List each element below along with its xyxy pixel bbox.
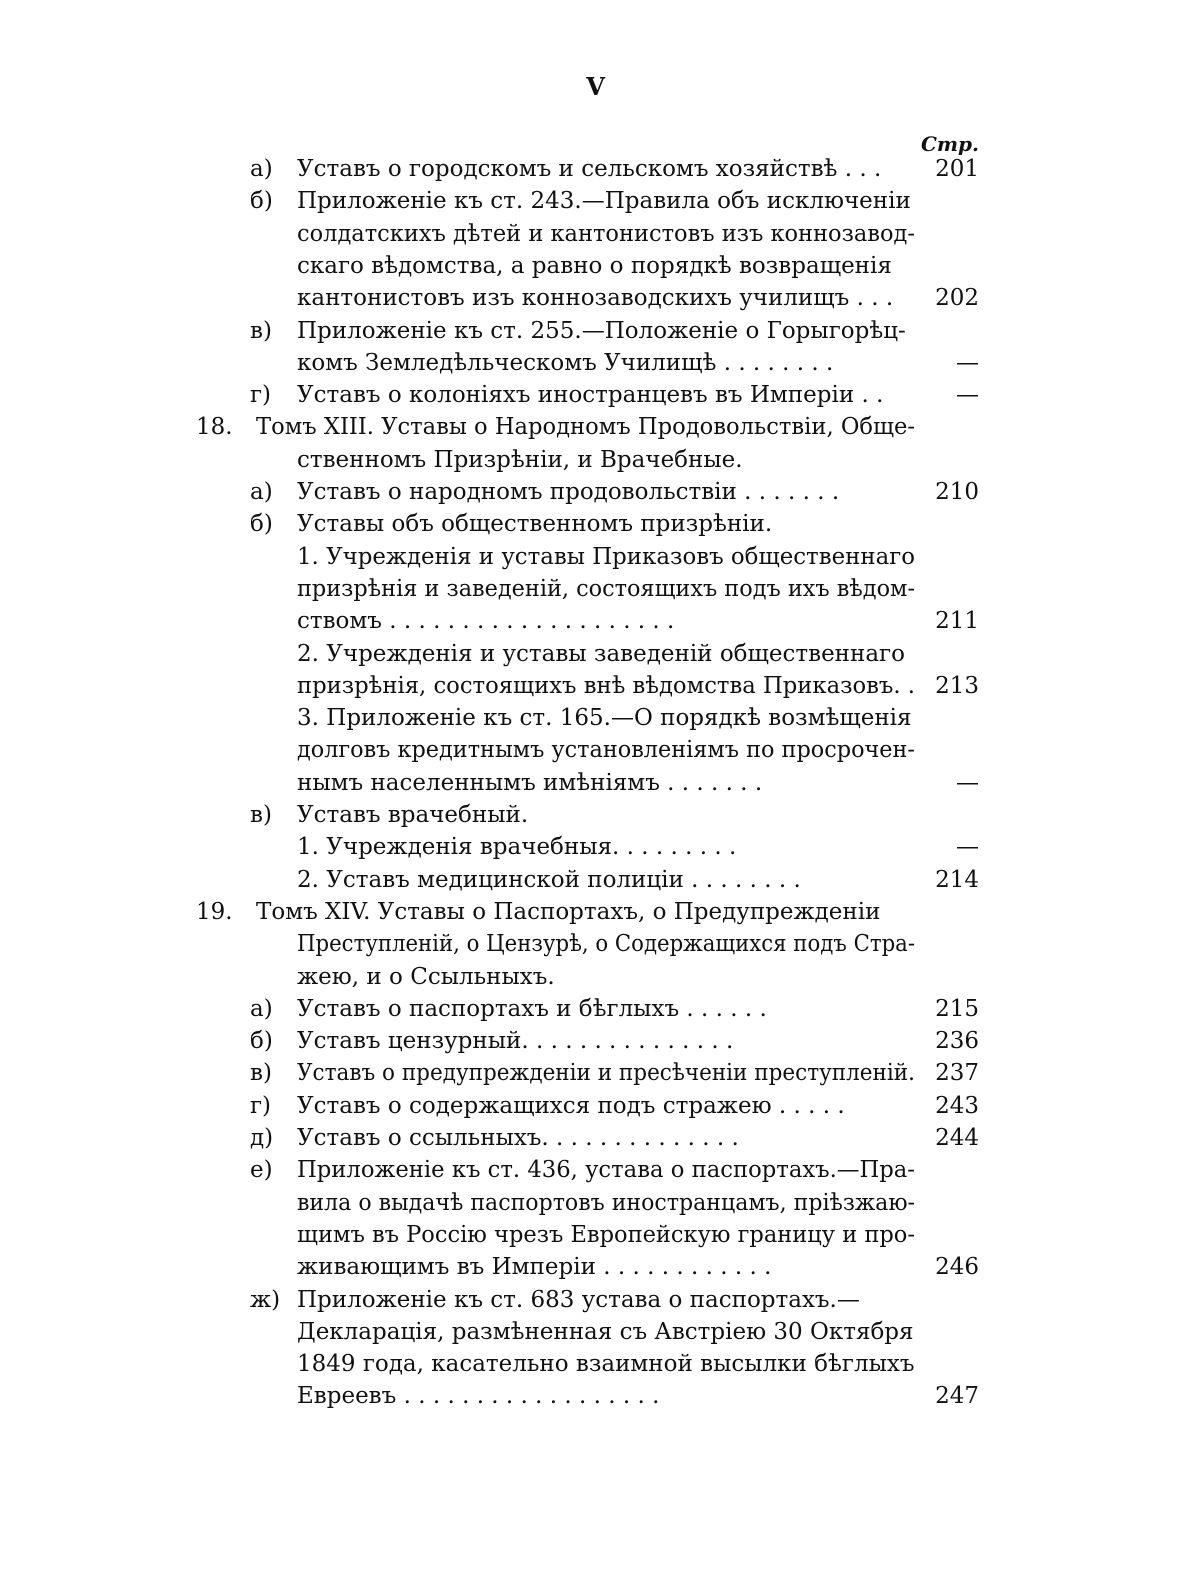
toc-entry-text: нымъ населеннымъ имѣніямъ . . . . . . . (297, 769, 763, 796)
toc-entry-line (0, 799, 1191, 831)
toc-entry-page: 236 (935, 1028, 979, 1055)
toc-entry-text: Уставъ о городскомъ и сельскомъ хозяйствѣ . . . (297, 156, 882, 182)
toc-entry-page: 213 (935, 672, 979, 699)
toc-entry-text: 2. Уставъ медицинской полиціи . . . . . . . . (297, 866, 801, 893)
toc-entry-line (0, 250, 1191, 282)
toc-entry-label: г) (250, 382, 272, 409)
toc-entry-line (0, 1348, 1191, 1380)
toc-entry-line (0, 1284, 1191, 1316)
toc-entry-label: г) (250, 1092, 272, 1119)
toc-entry-text: Приложеніе къ ст. 683 устава о паспортахъ.— (297, 1286, 860, 1313)
toc-entry-line (0, 1187, 1191, 1219)
toc-entry-line (0, 282, 1191, 314)
toc-entry-label: в) (250, 1060, 272, 1087)
toc-entry-text: 1849 года, касательно взаимной высылки бѣглыхъ (297, 1351, 915, 1378)
toc-entry-line (0, 928, 1191, 960)
toc-entry-line (0, 185, 1191, 217)
toc-entry-line (0, 476, 1191, 508)
toc-entry-text: комъ Земледѣльческомъ Училищѣ . . . . . . . . (297, 349, 834, 376)
toc-entry-line (0, 896, 1191, 928)
toc-entry-line (0, 702, 1191, 734)
toc-entry-text: Уставъ о содержащихся подъ стражею . . . . . (297, 1092, 845, 1119)
toc-entry-line (0, 379, 1191, 411)
toc-entry-text: Уставъ цензурный. . . . . . . . . . . . . . . (297, 1028, 734, 1055)
toc-entry-text: Томъ XIV. Уставы о Паспортахъ, о Предупрежденіи (256, 898, 881, 925)
toc-entry-line (0, 1122, 1191, 1154)
toc-entry-line (0, 734, 1191, 766)
toc-entry-text: Приложеніе къ ст. 436, устава о паспортахъ.—Пра- (297, 1157, 915, 1184)
toc-entry-line (0, 864, 1191, 896)
toc-entry-line (0, 670, 1191, 702)
toc-entry-label: б) (250, 511, 273, 538)
toc-entry-text: Уставъ о ссыльныхъ. . . . . . . . . . . . . . (297, 1125, 739, 1151)
toc-entry-text: Уставъ о народномъ продовольствіи . . . . . . . (297, 479, 840, 505)
page-number: V (586, 72, 605, 101)
toc-entry-label: б) (250, 188, 273, 215)
toc-entry-label: а) (250, 479, 273, 505)
page-column-heading: Стр. (920, 132, 979, 156)
toc-entry-text: Приложеніе къ ст. 243.—Правила объ исключеніи (297, 188, 911, 215)
toc-entry-page: 244 (935, 1125, 979, 1151)
toc-entry-text: жею, и о Ссыльныхъ. (297, 963, 555, 990)
toc-entry-text: призрѣнія и заведеній, состоящихъ подъ ихъ вѣдом- (297, 575, 916, 602)
toc-entry-text: Приложеніе къ ст. 255.—Положеніе о Горыгорѣц- (297, 317, 906, 344)
toc-entry-label: а) (250, 995, 273, 1022)
toc-entry-page: 237 (935, 1060, 979, 1087)
toc-entry-page: 211 (935, 608, 979, 635)
toc-entry-line (0, 993, 1191, 1025)
toc-entry-page: — (956, 834, 979, 861)
toc-entry-text: Евреевъ . . . . . . . . . . . . . . . . . . (297, 1383, 660, 1410)
toc-entry-text: живающимъ въ Имперіи . . . . . . . . . . . . (297, 1254, 772, 1281)
toc-entry-line (0, 1025, 1191, 1057)
toc-entry-text: 2. Учрежденія и уставы заведеній общественнаго (297, 640, 905, 667)
toc-entry-text: Преступленій, о Цензурѣ, о Содержащихся подъ Стра- (297, 931, 916, 958)
toc-entry-line (0, 605, 1191, 637)
toc-entry-text: Уставъ о предупрежденіи и пресѣченіи преступленій. (297, 1060, 915, 1087)
toc-entry-text: долговъ кредитнымъ установленіямъ по просрочен- (297, 737, 915, 764)
toc-entry-line (0, 218, 1191, 250)
toc-entry-text: Уставъ врачебный. (297, 802, 529, 828)
toc-entry-label: в) (250, 317, 272, 344)
toc-entry-line (0, 541, 1191, 573)
toc-entry-label: 18. (196, 414, 233, 441)
toc-entry-line (0, 411, 1191, 443)
toc-entry-page: — (956, 382, 979, 409)
toc-entry-line (0, 315, 1191, 347)
toc-entry-line (0, 831, 1191, 863)
toc-entry-line (0, 508, 1191, 540)
toc-entry-page: — (956, 349, 979, 376)
toc-entry-text: Томъ XIII. Уставы о Народномъ Продовольствіи, Обще- (256, 414, 916, 441)
toc-entry-text: Декларація, размѣненная съ Австріею 30 Октября (297, 1318, 914, 1345)
toc-entry-page: 246 (935, 1254, 979, 1281)
toc-entry-line (0, 444, 1191, 476)
toc-entry-text: 3. Приложеніе къ ст. 165.—О порядкѣ возмѣщенія (297, 705, 912, 732)
toc-entry-text: Уставъ о колоніяхъ иностранцевъ въ Имперіи . . (297, 382, 884, 409)
toc-entry-line (0, 1057, 1191, 1089)
toc-entry-line (0, 1316, 1191, 1348)
toc-entry-page: 210 (935, 479, 979, 505)
toc-entry-line (0, 1380, 1191, 1412)
toc-entry-label: ж) (250, 1286, 281, 1313)
toc-entry-line (0, 1090, 1191, 1122)
toc-entry-page: 202 (935, 285, 979, 312)
toc-entry-page: 247 (935, 1383, 979, 1410)
toc-entry-line (0, 961, 1191, 993)
toc-entry-line (0, 1154, 1191, 1186)
toc-entry-label: а) (250, 156, 273, 182)
toc-entry-text: Уставы объ общественномъ призрѣніи. (297, 511, 773, 538)
toc-entry-page: 243 (935, 1092, 979, 1119)
toc-entry-text: солдатскихъ дѣтей и кантонистовъ изъ коннозавод- (297, 220, 915, 247)
toc-entry-text: ственномъ Призрѣніи, и Врачебные. (297, 446, 743, 473)
toc-entry-page: 201 (935, 156, 979, 182)
toc-entry-page: 215 (935, 995, 979, 1022)
toc-entry-text: Уставъ о паспортахъ и бѣглыхъ . . . . . . (297, 995, 767, 1022)
toc-entry-label: д) (250, 1125, 274, 1151)
toc-entry-line (0, 1251, 1191, 1283)
toc-entry-text: 1. Учрежденія и уставы Приказовъ общественнаго (297, 543, 915, 570)
toc-entry-text: кантонистовъ изъ коннозаводскихъ училищъ . . . (297, 285, 894, 312)
toc-entry-label: б) (250, 1028, 273, 1055)
toc-entry-text: щимъ въ Россію чрезъ Европейскую границу и про- (297, 1221, 915, 1248)
toc-entry-page: 214 (935, 866, 979, 893)
toc-entry-text: ствомъ . . . . . . . . . . . . . . . . . . . . (297, 608, 675, 635)
toc-entry-label: в) (250, 802, 272, 828)
toc-entry-text: призрѣнія, состоящихъ внѣ вѣдомства Приказовъ. . (297, 672, 915, 699)
toc-entry-page: — (956, 769, 979, 796)
toc-entry-line (0, 1219, 1191, 1251)
toc-entry-label: е) (250, 1157, 273, 1184)
toc-entry-label: 19. (196, 898, 233, 925)
toc-entry-text: вила о выдачѣ паспортовъ иностранцамъ, пріѣзжаю- (297, 1189, 916, 1216)
toc-entry-line (0, 153, 1191, 185)
toc-entry-line (0, 347, 1191, 379)
toc-entry-line (0, 767, 1191, 799)
toc-entry-text: 1. Учрежденія врачебныя. . . . . . . . . (297, 834, 737, 861)
toc-entry-text: скаго вѣдомства, а равно о порядкѣ возвращенія (297, 252, 892, 279)
toc-entry-line (0, 573, 1191, 605)
toc-entry-line (0, 638, 1191, 670)
